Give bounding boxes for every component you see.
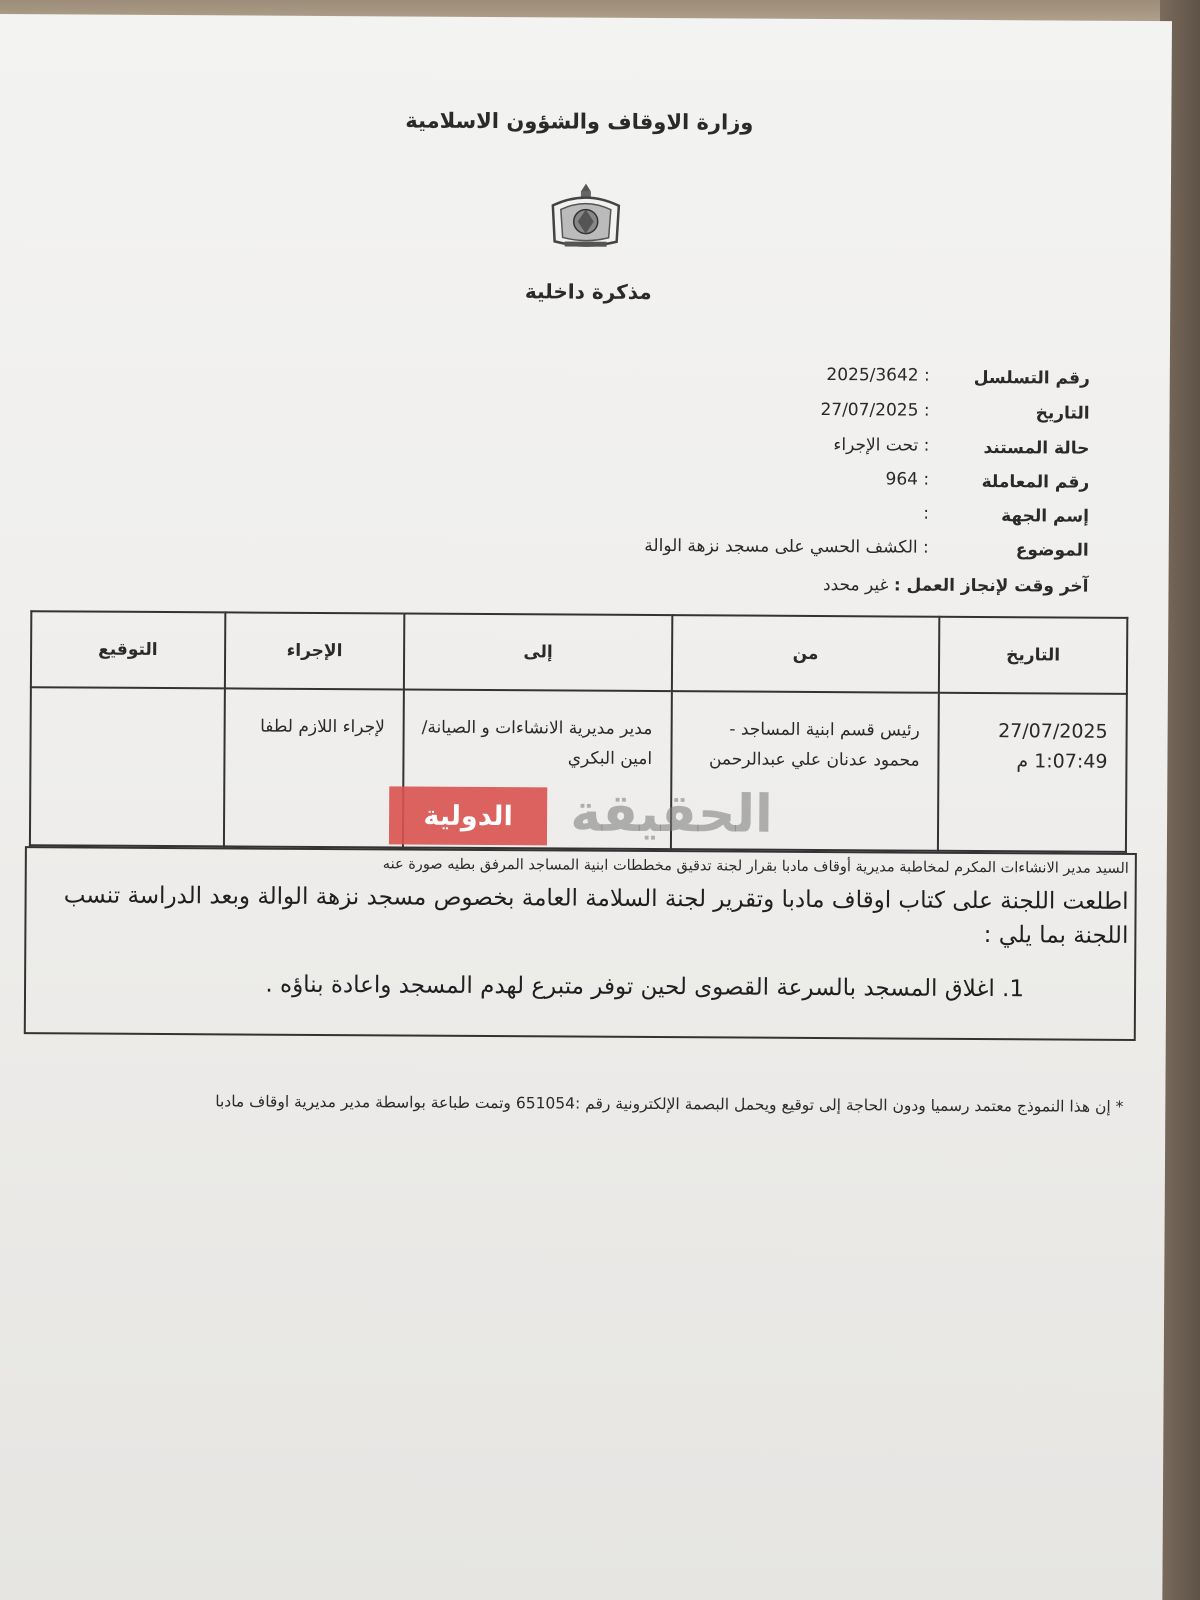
serial-number-label: رقم التسلسل <box>973 367 1090 389</box>
typed-note: السيد مدير الانشاءات المكرم لمخاطبة مديرية أوقاف مادبا بقرار لجنة تدقيق مخططات ابنية المساجد المرفق بطيه صورة عنه <box>382 856 1129 877</box>
transaction-number-value: : 964 <box>885 469 930 490</box>
header-from: من <box>672 615 940 693</box>
subject-label: الموضوع <box>1015 540 1089 561</box>
coat-of-arms-icon <box>547 179 625 251</box>
entity-name-label: إسم الجهة <box>1001 506 1090 527</box>
cell-signature <box>30 687 225 846</box>
handwritten-note: اطلعت اللجنة على كتاب اوقاف مادبا وتقرير لجنة السلامة العامة بخصوص مسجد نزهة الوالة وبعد الدراسة تنسب اللجنة بما يلي : <box>63 882 1129 949</box>
header-signature: التوقيع <box>31 611 225 688</box>
document-status-value: : تحت الإجراء <box>833 435 930 456</box>
memo-paper <box>0 14 1172 1600</box>
header-action: الإجراء <box>224 612 404 689</box>
watermark-large-text: الحقيقة <box>570 783 774 845</box>
handwritten-note-item: 1. اغلاق المسجد بالسرعة القصوى لحين توفر متبرع لهدم المسجد واعادة بناؤه . <box>265 971 1025 1003</box>
cell-to: مدير مديرية الانشاءات و الصيانة/امين البكري <box>403 689 671 849</box>
header-date: التاريخ <box>939 617 1127 694</box>
serial-number-value: : 2025/3642 <box>826 365 930 386</box>
cell-action: لإجراء اللازم لطفا <box>224 688 405 847</box>
subject-value: : الكشف الحسي على مسجد نزهة الوالة <box>644 535 929 558</box>
date-value: : 27/07/2025 <box>820 400 930 421</box>
date-label: التاريخ <box>1035 403 1090 424</box>
deadline-label: آخر وقت لإنجاز العمل : <box>893 575 1089 597</box>
ministry-name: وزارة الاوقاف والشؤون الاسلامية <box>405 108 754 135</box>
entity-name-value: : <box>923 503 930 524</box>
table-header-row <box>31 611 1127 694</box>
memo-title: مذكرة داخلية <box>524 279 652 304</box>
deadline-line <box>823 575 1089 597</box>
notes-box <box>24 846 1137 1041</box>
watermark-logo <box>389 774 799 853</box>
cell-date-day: 27/07/2025 <box>998 720 1108 743</box>
deadline-value: غير محدد <box>822 575 889 596</box>
cell-date-time: 1:07:49 م <box>1016 750 1108 773</box>
watermark-small-text: الدولية <box>389 786 547 845</box>
footer-disclaimer: * إن هذا النموذج معتمد رسميا ودون الحاجة إلى توقيع ويحمل البصمة الإلكترونية رقم :651054 وتمت طباعة بواسطة مدير مديرية اوقاف مادبا <box>215 1092 1124 1116</box>
document-status-label: حالة المستند <box>983 438 1090 459</box>
header-to: إلى <box>404 613 672 691</box>
transaction-number-label: رقم المعاملة <box>981 472 1090 493</box>
cell-date <box>938 693 1127 852</box>
cell-from: رئيس قسم ابنية المساجد - محمود عدنان علي عبدالرحمن <box>671 691 939 851</box>
